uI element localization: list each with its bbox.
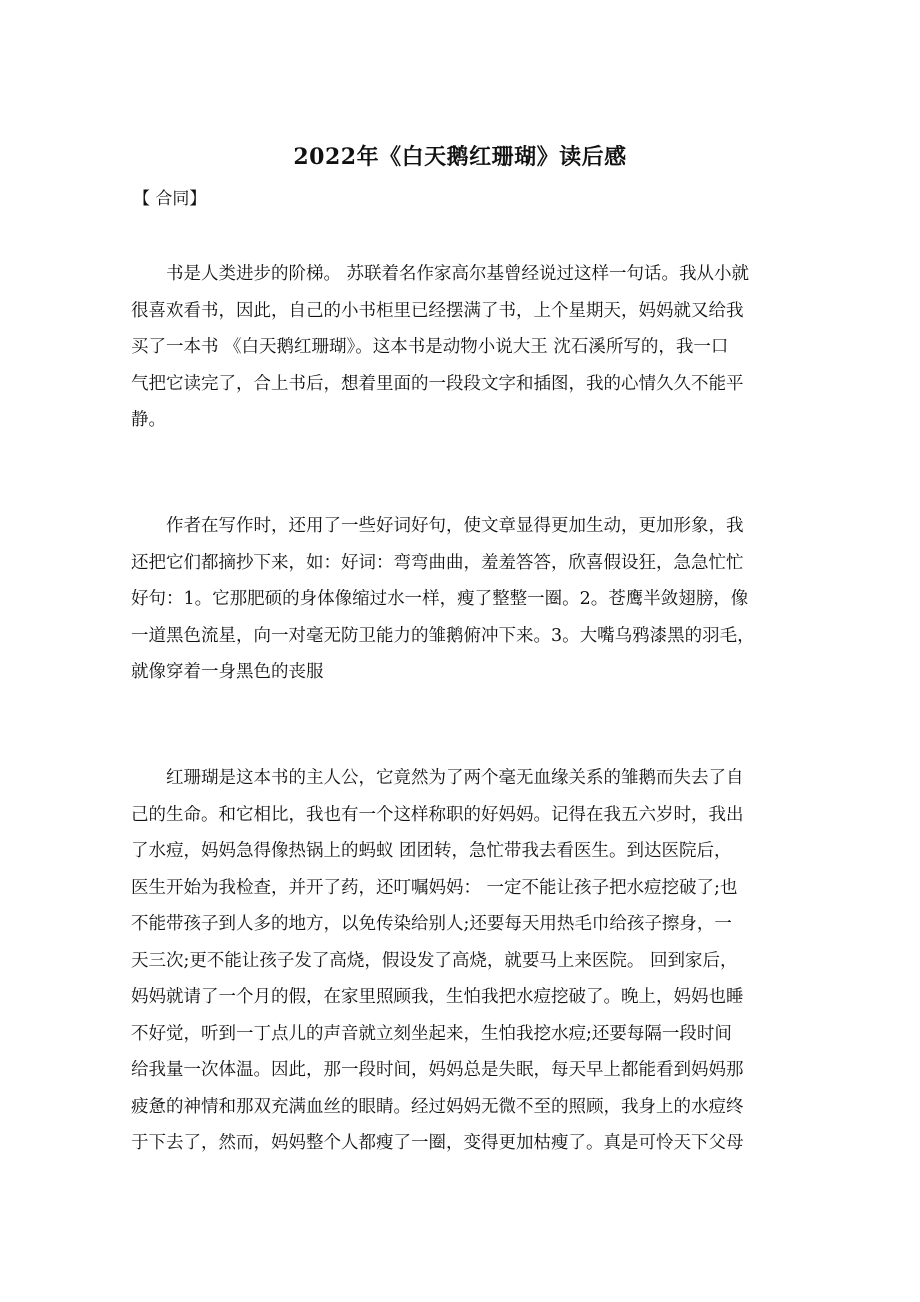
- paragraph-line: 疲惫的神情和那双充满血丝的眼睛。经过妈妈无微不至的照顾，我身上的水痘终: [131, 1096, 744, 1117]
- paragraph-line: 作者在写作时，还用了一些好词好句，使文章显得更加生动，更加形象，我: [166, 516, 744, 536]
- paragraph-line: 天三次;更不能让孩子发了高烧，假设发了高烧，就要马上来医院。 回到家后，: [131, 950, 738, 971]
- paragraph-line: 静。: [131, 410, 166, 430]
- paragraph-line: 于下去了，然而，妈妈整个人都瘦了一圈，变得更加枯瘦了。真是可怜天下父母: [131, 1133, 744, 1153]
- paragraph-line: 一道黑色流星，向一对毫无防卫能力的雏鹅俯冲下来。3。大嘴乌鸦漆黑的羽毛，: [131, 625, 755, 646]
- paragraph-line: 医生开始为我检查，并开了药，还叮嘱妈妈： 一定不能让孩子把水痘挖破了;也: [131, 877, 738, 898]
- paragraph-line: 给我量一次体温。因此，那一段时间，妈妈总是失眠，每天早上都能看到妈妈那: [131, 1060, 744, 1080]
- document-title: 2022年《白天鹅红珊瑚》读后感: [293, 144, 627, 170]
- paragraph-3: [131, 760, 791, 1162]
- paragraph-line: 买了一本书 《白天鹅红珊瑚》。这本书是动物小说大王 沈石溪所写的，我一口: [131, 337, 729, 357]
- paragraph-line: 好句：1。它那肥硕的身体像缩过水一样，瘦了整整一圈。2。苍鹰半敛翅膀，像: [131, 589, 749, 609]
- paragraph-line: 己的生命。和它相比，我也有一个这样称职的好妈妈。记得在我五六岁时，我出: [131, 804, 744, 825]
- paragraph-line: 红珊瑚是这本书的主人公，它竟然为了两个毫无血缘关系的雏鹅而失去了自: [166, 768, 744, 788]
- paragraph-line: 书是人类进步的阶梯。 苏联着名作家高尔基曾经说过这样一句话。我从小就: [166, 264, 750, 284]
- paragraph-line: 就像穿着一身黑色的丧服: [131, 662, 324, 682]
- paragraph-line: 气把它读完了，合上书后，想着里面的一段段文字和插图，我的心情久久不能平: [131, 373, 744, 394]
- paragraph-line: 妈妈就请了一个月的假，在家里照顾我，生怕我把水痘挖破了。晚上，妈妈也睡: [131, 987, 744, 1007]
- document-tag: 【 合同】: [133, 189, 207, 209]
- paragraph-line: 不能带孩子到人多的地方，以免传染给别人;还要每天用热毛巾给孩子擦身，一: [131, 914, 732, 934]
- paragraph-2: [131, 508, 791, 691]
- paragraph-1: [131, 256, 791, 439]
- paragraph-line: 还把它们都摘抄下来，如：好词：弯弯曲曲，羞羞答答，欣喜假设狂，急急忙忙: [131, 552, 744, 573]
- paragraph-line: 不好觉，听到一丁点儿的声音就立刻坐起来，生怕我挖水痘;还要每隔一段时间: [131, 1023, 732, 1044]
- paragraph-line: 了水痘，妈妈急得像热锅上的蚂蚁 团团转，急忙带我去看医生。到达医院后，: [131, 841, 732, 861]
- paragraph-line: 很喜欢看书，因此，自己的小书柜里已经摆满了书，上个星期天，妈妈就又给我: [131, 300, 744, 321]
